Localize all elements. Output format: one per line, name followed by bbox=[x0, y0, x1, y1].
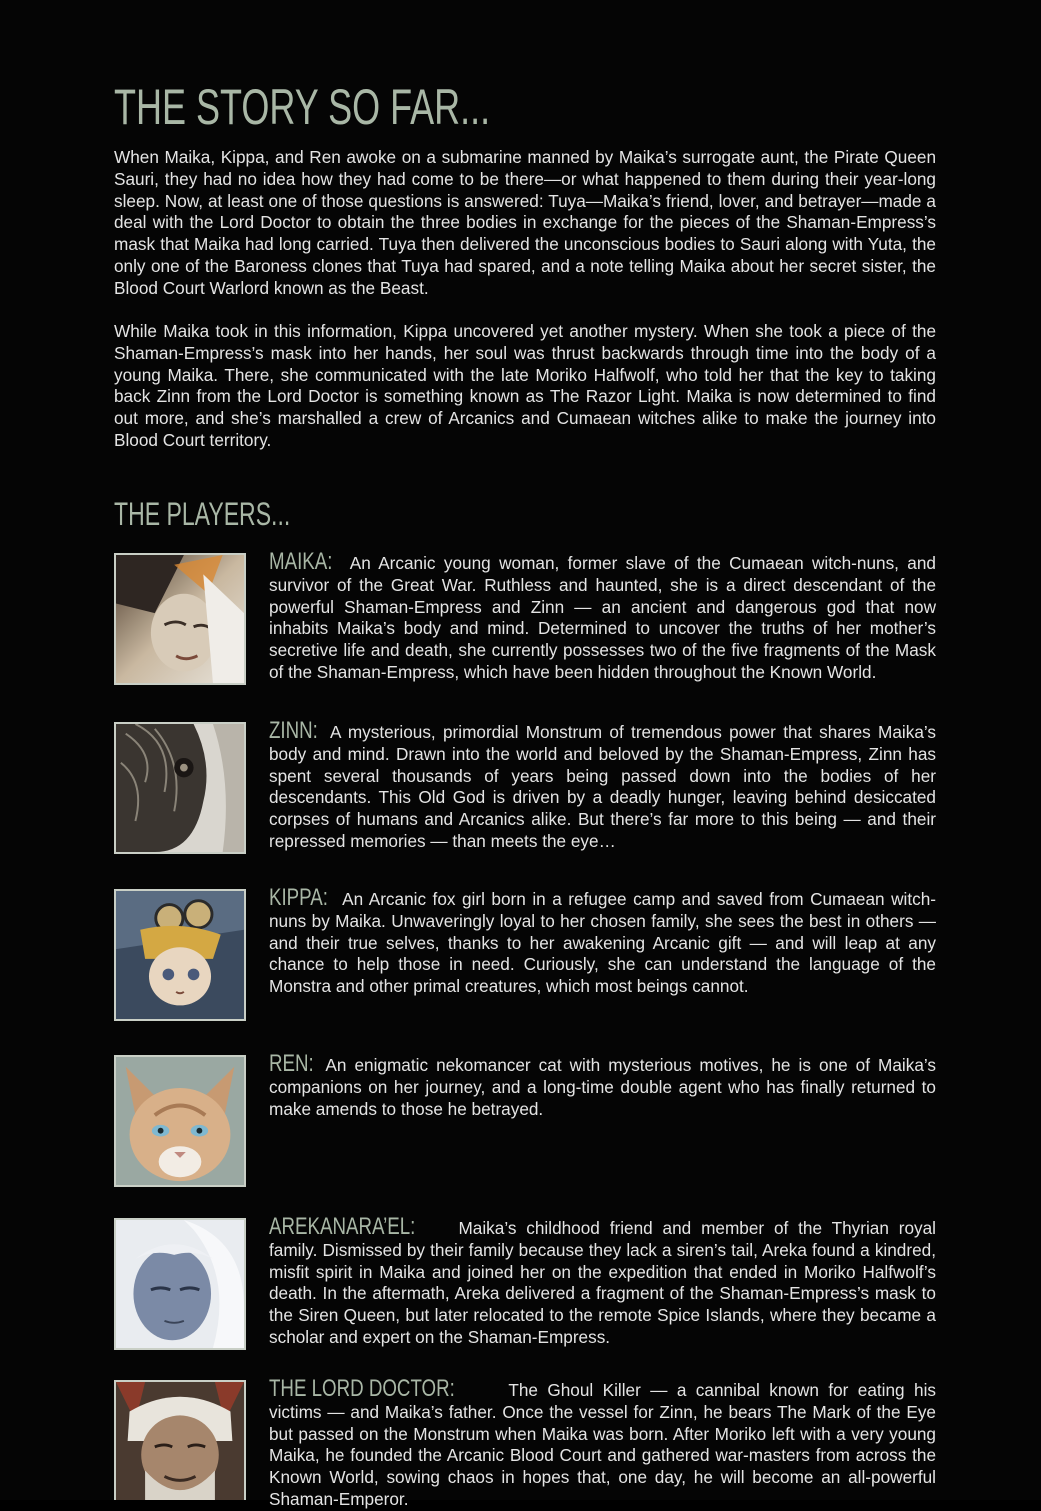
page-title: THE STORY SO FAR... bbox=[114, 79, 491, 135]
maika-description: An Arcanic young woman, former slave of the Cumaean witch-nuns, and survivor of the Great War. Ruthless and haunted, she is a direct descendant of the powerful Shaman-Empress and Zinn — an ancient and dangerous god that now inhabits Maika’s body and mind. Determined to uncover the truths of her mother’s secretive life and death, she currently possesses two of the five fragments of the Mask of the Shaman-Empress, which have been hidden throughout the Known World. bbox=[269, 553, 936, 682]
lord-doctor-portrait bbox=[114, 1380, 246, 1500]
zinn-name: ZINN: bbox=[269, 717, 318, 744]
lord-doctor-name: THE LORD DOCTOR: bbox=[269, 1375, 455, 1402]
kippa-description: An Arcanic fox girl born in a refugee camp and saved from Cumaean witch-nuns by Maika. Unwaveringly loyal to her chosen family, she sees the best in others — and their true selves, thanks to her awakening Arcanic gift — and will leap at any chance to help those in need. Curiously, she can understand the language of the Monstra and other primal creatures, which most beings cannot. bbox=[269, 889, 936, 997]
zinn-description: A mysterious, primordial Monstrum of tremendous power that shares Maika’s body and mind. Drawn into the world and beloved by the Shaman-Empress, Zinn has spent several thousands of years being passed down into the bodies of her descendants. This Old God is driven by a deadly hunger, leaving behind desiccated corpses of humans and Arcanics alike. But there’s far more to this being — and their repressed memories — than meets the eye… bbox=[269, 722, 936, 851]
players-title: THE PLAYERS... bbox=[114, 496, 291, 532]
ren-portrait bbox=[114, 1055, 246, 1187]
maika-portrait bbox=[114, 553, 246, 685]
ren-name: REN: bbox=[269, 1050, 314, 1077]
zinn-portrait bbox=[114, 722, 246, 854]
ren-description: An enigmatic nekomancer cat with mysterious motives, he is one of Maika’s companions on her journey, and a long-time double agent who has finally returned to make amends to those he betrayed. bbox=[269, 1055, 936, 1119]
lord-doctor-description: The Ghoul Killer — a cannibal known for eating his victims — and Maika’s father. Once the vessel for Zinn, he bears The Mark of the Eye but passed on the Monstrum when Maika was born. After Moriko left with a very young Maika, he founded the Arcanic Blood Court and gathered war-masters from across the Known World, sowing chaos in hopes that, one day, he will become an all-powerful Shaman-Emperor. bbox=[269, 1380, 936, 1509]
story-paragraph-2: While Maika took in this information, Kippa uncovered yet another mystery. When she took a piece of the Shaman-Empress’s mask into her hands, her soul was thrust backwards through time into the body of a young Maika. There, she communicated with the late Moriko Halfwolf, who told her that the key to taking back Zinn from the Lord Doctor is something known as The Razor Light. Maika is now determined to find out more, and she’s marshalled a crew of Arcanics and Cumaean witches alike to make the journey into Blood Court territory. bbox=[114, 321, 936, 450]
arekanarael-description: Maika’s childhood friend and member of the Thyrian royal family. Dismissed by their family because they lack a siren’s tail, Areka found a kindred, misfit spirit in Maika and joined her on the expedition that ended in Moriko Halfwolf’s death. In the aftermath, Areka delivered a fragment of the Shaman-Empress’s mask to the Siren Queen, but later relocated to the remote Spice Islands, where they became a scholar and expert on the Shaman-Empress. bbox=[269, 1218, 936, 1347]
maika-name: MAIKA: bbox=[269, 548, 333, 575]
arekanarael-portrait bbox=[114, 1218, 246, 1350]
kippa-name: KIPPA: bbox=[269, 884, 328, 911]
story-paragraph-1: When Maika, Kippa, and Ren awoke on a submarine manned by Maika’s surrogate aunt, the Pirate Queen Sauri, they had no idea how they had come to be there—or what happened to them during their year-long sleep. Now, at least one of those questions is answered: Tuya—Maika’s friend, lover, and betrayer—made a deal with the Lord Doctor to obtain the three bodies in exchange for the pieces of the Shaman-Empress’s mask that Maika had long carried. Tuya then delivered the unconscious bodies to Sauri along with Yuta, the only one of the Baroness clones that Tuya had spared, and a note telling Maika about her secret sister, the Blood Court Warlord known as the Beast. bbox=[114, 147, 936, 298]
kippa-portrait bbox=[114, 889, 246, 1021]
arekanarael-name: AREKANARA’EL: bbox=[269, 1213, 416, 1240]
